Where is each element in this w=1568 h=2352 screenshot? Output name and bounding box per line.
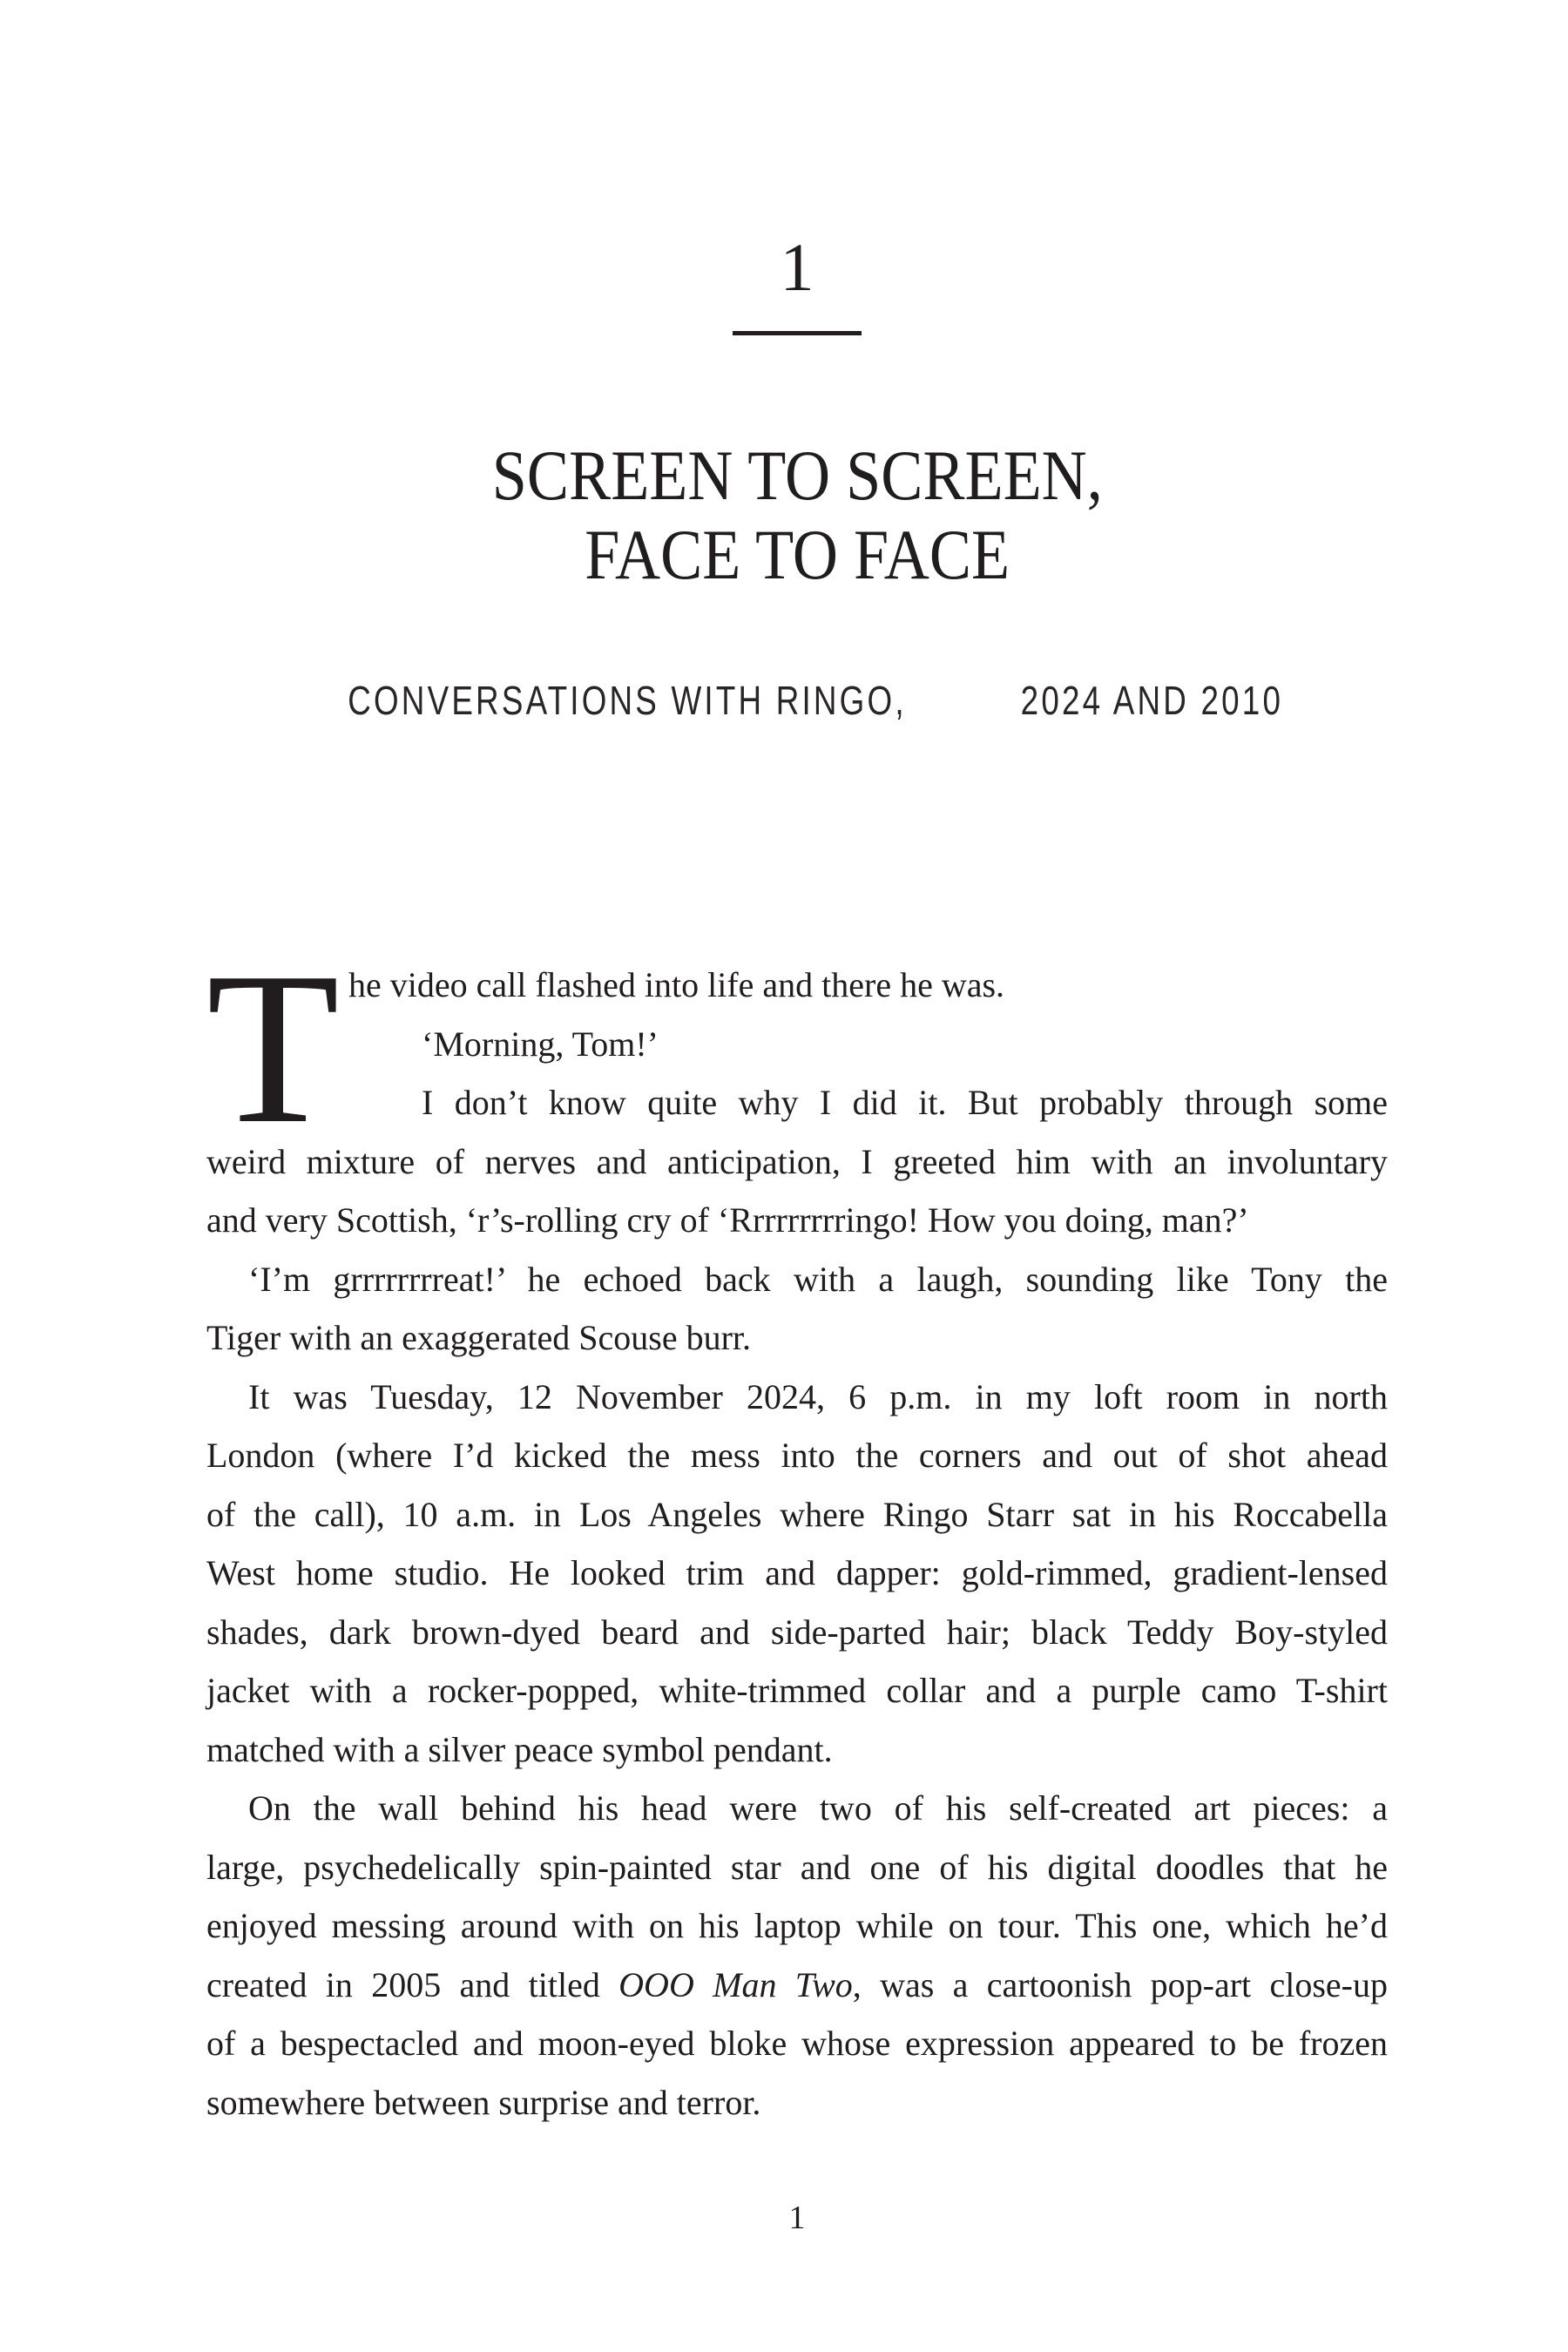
body-line <box>206 1896 1388 1956</box>
body-line-segment: jacket with a rocker-popped, white-trimmed collar and a purple camo T-shirt <box>206 1671 1388 1710</box>
body-line-segment: ‘I’m grrrrrrrreat!’ he echoed back with a laugh, sounding like Tony the <box>248 1259 1388 1299</box>
body-line-segment: West home studio. He looked trim and dapper: gold-rimmed, gradient-lensed <box>206 1553 1388 1592</box>
chapter-rule-divider <box>733 331 862 335</box>
body-line-segment: London (where I’d kicked the mess into the corners and out of shot ahead <box>206 1436 1388 1475</box>
page-number: 1 <box>788 2200 806 2236</box>
chapter-number: 1 <box>780 229 814 305</box>
body-line <box>206 1603 1388 1662</box>
body-line <box>206 1544 1388 1603</box>
body-line-italic-segment: OOO Man Two <box>618 1964 853 2004</box>
chapter-subtitle-line1: CONVERSATIONS WITH RINGO, <box>348 678 907 723</box>
body-line <box>206 1191 1388 1250</box>
body-line <box>206 1132 1388 1192</box>
body-line <box>248 1368 1388 1427</box>
body-line-segment: weird mixture of nerves and anticipation, I greeted him with an involuntary <box>206 1141 1388 1181</box>
body-line-segment: shades, dark brown-dyed beard and side-parted hair; black Teddy Boy-styled <box>206 1612 1388 1652</box>
body-line <box>348 956 1388 1015</box>
body-line-segment: Tiger with an exaggerated Scouse burr. <box>206 1318 752 1357</box>
body-text <box>206 928 1388 2132</box>
body-line-segment: of a bespectacled and moon-eyed bloke whose expression appeared to be frozen <box>206 2024 1388 2063</box>
body-line <box>206 1308 1388 1368</box>
body-line <box>206 1838 1388 1897</box>
chapter-title <box>206 436 1388 594</box>
body-line-segment: It was Tuesday, 12 November 2024, 6 p.m. in my loft room in north <box>248 1376 1388 1416</box>
body-line-segment: I don’t know quite why I did it. But probably through some <box>422 1083 1388 1122</box>
drop-cap: T <box>206 928 340 1169</box>
body-line-segment: large, psychedelically spin-painted star and one of his digital doodles that he <box>206 1847 1388 1887</box>
body-line <box>206 1426 1388 1485</box>
chapter-title-line1: SCREEN TO SCREEN, <box>491 436 1103 515</box>
body-line-segment: matched with a silver peace symbol pendant. <box>206 1729 833 1769</box>
chapter-subtitle <box>206 671 1388 730</box>
chapter-title-line2: FACE TO FACE <box>585 515 1010 594</box>
chapter-subtitle-line2: 2024 AND 2010 <box>1020 678 1284 723</box>
body-line <box>206 2073 1388 2132</box>
body-line-segment: created in 2005 and titled <box>206 1964 619 2004</box>
body-line <box>422 1015 1388 1074</box>
body-line-segment: he video call flashed into life and there he was. <box>348 965 1005 1004</box>
body-line-segment: and very Scottish, ‘r’s-rolling cry of ‘Rrrrrrrrringo! How you doing, man?’ <box>206 1200 1249 1240</box>
body-line-segment: On the wall behind his head were two of his self-created art pieces: a <box>248 1788 1388 1828</box>
body-line <box>206 1661 1388 1720</box>
body-line <box>422 1073 1388 1132</box>
body-line <box>248 1779 1388 1838</box>
body-line-segment: , was a cartoonish pop-art close-up <box>852 1964 1388 2004</box>
body-line-segment: enjoyed messing around with on his laptop while on tour. This one, which he’d <box>206 1906 1388 1945</box>
body-line <box>206 2014 1388 2073</box>
body-line-segment: ‘Morning, Tom!’ <box>422 1024 659 1064</box>
body-line <box>206 1956 1388 2015</box>
body-line <box>206 1485 1388 1544</box>
body-line-segment: of the call), 10 a.m. in Los Angeles where Ringo Starr sat in his Roccabella <box>206 1494 1388 1534</box>
body-line-segment: somewhere between surprise and terror. <box>206 2082 761 2122</box>
body-line <box>206 1720 1388 1780</box>
body-line <box>248 1250 1388 1309</box>
